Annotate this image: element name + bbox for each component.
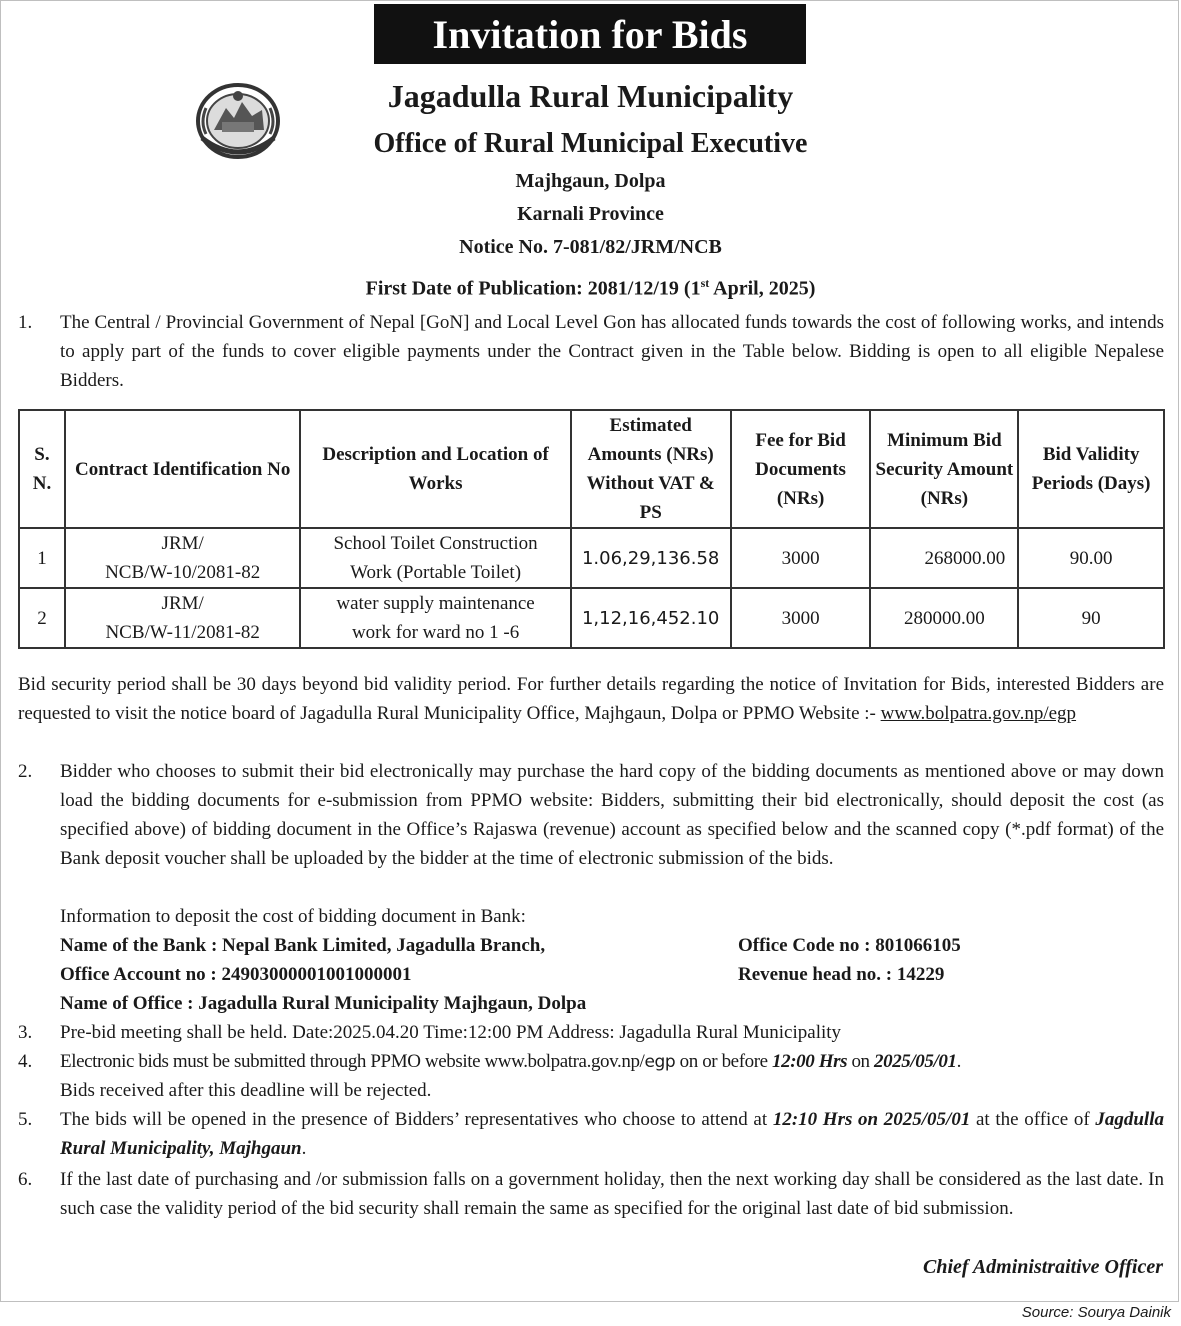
paragraph-1: The Central / Provincial Government of Nepal [GoN] and Local Level Gon has allocated funds towards the cost of following works, and intends to apply part of the funds to cover eligible payments under the Contract given in the Table below. Bidding is open to all eligible Nepalese Bidders. <box>60 312 1164 391</box>
cell-contract-id <box>65 528 301 588</box>
publication-date-prefix: First Date of Publication: 2081/12/19 (1 <box>365 277 701 300</box>
cell-contract-id-line-1: JRM/ <box>161 593 204 614</box>
item-number-3: 3. <box>18 1022 33 1043</box>
paragraph-4-text-d: . <box>956 1051 961 1072</box>
revenue-head: Revenue head no. : 14229 <box>738 964 945 985</box>
header-estimated-amount: Estimated Amounts (NRs) Without VAT & PS <box>571 410 731 528</box>
bank-name: Name of the Bank : Nepal Bank Limited, Jagadulla Branch, <box>60 935 546 956</box>
item-number-4: 4. <box>18 1051 33 1072</box>
address-line-1: Majhgaun, Dolpa <box>515 170 666 192</box>
cell-estimated-amount: 1,12,16,452.10 <box>571 588 731 648</box>
header-fee: Fee for Bid Documents (NRs) <box>731 410 871 528</box>
item-number-5: 5. <box>18 1109 33 1130</box>
cell-contract-id-line-1: JRM/ <box>161 533 204 554</box>
header-sn: S. N. <box>19 410 65 528</box>
table-header-row <box>19 410 1164 528</box>
paragraph-4-line-2: Bids received after this deadline will be rejected. <box>60 1080 432 1101</box>
cell-sn: 2 <box>19 588 65 648</box>
cell-bid-security: 280000.00 <box>870 588 1018 648</box>
cell-validity: 90 <box>1018 588 1164 648</box>
paragraph-6: If the last date of purchasing and /or submission falls on a government holiday, then the next working day shall be considered as the last date. In such case the validity period of the bid security shall remain the same as specified for the original last date of bid submission. <box>60 1169 1164 1219</box>
paragraph-5 <box>60 1105 1164 1163</box>
security-note-text: Bid security period shall be 30 days beyond bid validity period. For further details regarding the notice of Invitation for Bids, interested Bidders are requested to visit the notice board of Jagadulla Rural Municipality Office, Majhgaun, Dolpa or PPMO Website :- <box>18 674 1164 724</box>
paragraph-4-text-b: on or before <box>675 1051 773 1072</box>
paragraph-4-text-a: Electronic bids must be submitted through PPMO website www.bolpatra.gov.np/ <box>60 1051 645 1072</box>
notice-number: Notice No. 7-081/82/JRM/NCB <box>459 236 722 258</box>
ppmo-website-link[interactable]: www.bolpatra.gov.np/egp <box>880 703 1077 724</box>
submission-time: 12:00 Hrs <box>772 1051 848 1072</box>
paragraph-3: Pre-bid meeting shall be held. Date:2025.04.20 Time:12:00 PM Address: Jagadulla Rural Municipality <box>60 1022 842 1043</box>
cell-bid-security: 268000.00 <box>870 528 1018 588</box>
paragraph-4-egp: egp <box>644 1052 676 1072</box>
cell-contract-id <box>65 588 301 648</box>
paragraph-4 <box>60 1047 1164 1077</box>
item-number-6: 6. <box>18 1169 33 1190</box>
publication-date-sup: st <box>700 276 710 290</box>
cell-description-line-1: water supply maintenance <box>336 593 535 614</box>
table-row <box>19 588 1164 648</box>
organization-name: Jagadulla Rural Municipality <box>387 78 794 114</box>
paragraph-5-text-c: . <box>301 1138 307 1159</box>
cell-description <box>300 528 570 588</box>
paragraph-5-text-b: at the office of <box>970 1109 1096 1130</box>
cell-description <box>300 588 570 648</box>
bank-info-intro: Information to deposit the cost of bidding document in Bank: <box>60 906 526 927</box>
bids-table <box>18 409 1165 649</box>
office-name-bank: Name of Office : Jagadulla Rural Municipality Majhgaun, Dolpa <box>60 993 587 1014</box>
cell-fee: 3000 <box>731 528 871 588</box>
cell-sn: 1 <box>19 528 65 588</box>
cell-estimated-amount: 1.06,29,136.58 <box>571 528 731 588</box>
header-description: Description and Location of Works <box>300 410 570 528</box>
publication-date-suffix: April, 2025) <box>709 277 816 300</box>
paragraph-2: Bidder who chooses to submit their bid electronically may purchase the hard copy of the bidding documents as mentioned above or may down load the bidding documents for e-submission from PPMO website: Bidders, submitting their bid electronically, should deposit the cost (as specified above) of bidding document in the Office’s Rajaswa (revenue) account as specified below and the scanned copy (*.pdf format) of the Bank deposit voucher shall be uploaded by the bidder at the time of electronic submission of the bids. <box>60 761 1164 869</box>
item-number-1: 1. <box>18 312 33 333</box>
office-account: Office Account no : 24903000001001000001 <box>60 964 412 985</box>
cell-description-line-1: School Toilet Construction <box>333 533 538 554</box>
header-bid-security: Minimum Bid Security Amount (NRs) <box>870 410 1018 528</box>
cell-validity: 90.00 <box>1018 528 1164 588</box>
opening-time: 12:10 Hrs on 2025/05/01 <box>772 1109 971 1130</box>
cell-contract-id-line-2: NCB/W-11/2081-82 <box>105 622 260 643</box>
paragraph-5-text-a: The bids will be opened in the presence of Bidders’ representatives who choose to attend at <box>60 1109 773 1130</box>
source-credit: Source: Sourya Dainik <box>1021 1304 1171 1321</box>
header-validity: Bid Validity Periods (Days) <box>1018 410 1164 528</box>
header-contract-id: Contract Identification No <box>65 410 301 528</box>
cell-description-line-2: Work (Portable Toilet) <box>350 562 522 583</box>
banner-title: Invitation for Bids <box>374 4 806 64</box>
address-line-2: Karnali Province <box>517 203 664 225</box>
table-row <box>19 528 1164 588</box>
office-code: Office Code no : 801066105 <box>738 935 961 956</box>
cell-description-line-2: work for ward no 1 -6 <box>351 622 520 643</box>
submission-date: 2025/05/01 <box>874 1051 957 1072</box>
opening-office: Jagdulla Rural Municipality, Majhgaun <box>60 1109 1164 1159</box>
publication-date <box>0 276 1181 301</box>
office-name: Office of Rural Municipal Executive <box>373 128 808 159</box>
cell-contract-id-line-2: NCB/W-10/2081-82 <box>105 562 261 583</box>
signature-title: Chief Administraitive Officer <box>923 1256 1163 1278</box>
cell-fee: 3000 <box>731 588 871 648</box>
paragraph-4-text-c: on <box>847 1051 874 1072</box>
security-note <box>18 670 1164 728</box>
item-number-2: 2. <box>18 761 33 782</box>
